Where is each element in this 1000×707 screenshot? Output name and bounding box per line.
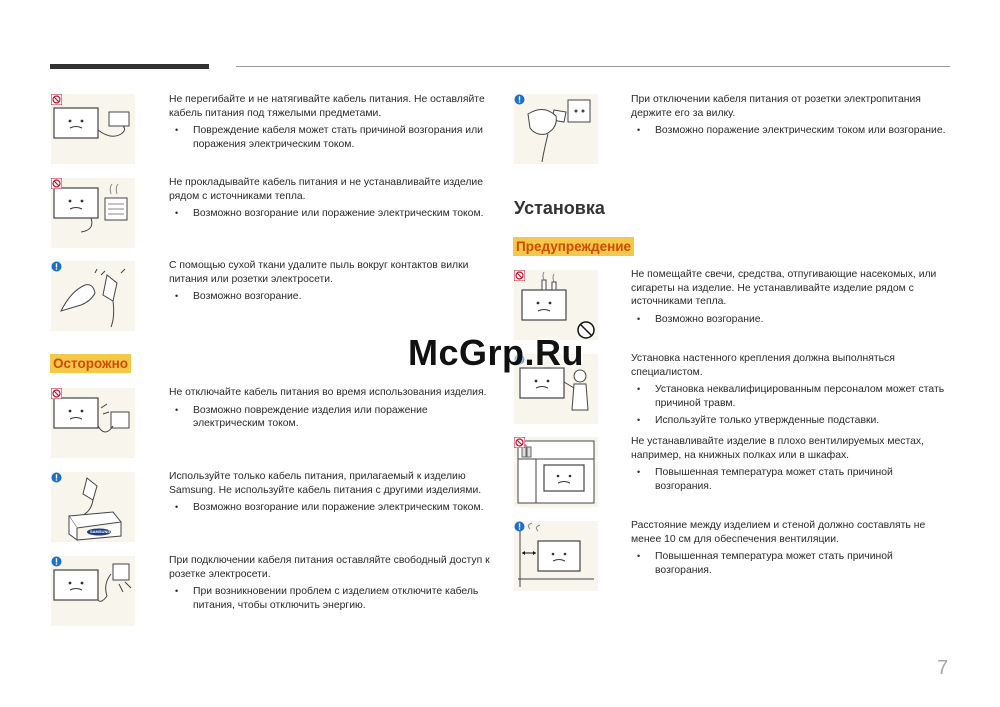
item-candles	[631, 268, 951, 330]
item-dust	[169, 259, 494, 308]
info-icon	[514, 94, 525, 105]
item-text: Установка настенного крепления должна выполняться специалистом.	[631, 353, 895, 378]
item-hold-plug	[631, 93, 951, 142]
section-heading-caution: Осторожно	[50, 354, 131, 373]
page-number: 7	[937, 657, 949, 679]
watermark: McGrp.Ru	[408, 332, 585, 373]
item-text: С помощью сухой ткани удалите пыль вокруг контактов вилки питания или розетки электросети.	[169, 260, 469, 285]
bullet: • Установка неквалифицированным персоналом может стать причиной травм.	[631, 383, 951, 410]
illustration-candles	[514, 270, 598, 340]
prohibited-icon	[514, 437, 525, 448]
illustration-wall-distance	[514, 521, 598, 591]
item-text: Используйте только кабель питания, прилагаемый к изделию Samsung. Не используйте кабель питания с другими изделиями.	[169, 471, 482, 496]
illustration-cable-under-weight	[51, 94, 135, 164]
info-icon	[51, 472, 62, 483]
item-text: При подключении кабеля питания оставляйте свободный доступ к розетке электросети.	[169, 555, 490, 580]
illustration-outlet-access	[51, 556, 135, 626]
bullet: • Повреждение кабеля может стать причиной возгорания или поражения электрическим током.	[169, 124, 494, 151]
item-ventilation	[631, 435, 951, 497]
illustration-hold-plug	[514, 94, 598, 164]
info-icon	[514, 521, 525, 532]
item-wall-mount	[631, 352, 951, 432]
item-text: Не перегибайте и не натягивайте кабель питания. Не оставляйте кабель питания под тяжелыми предметами.	[169, 94, 485, 119]
item-samsung-cable	[169, 470, 494, 519]
bullet: • Возможно возгорание или поражение электрическим током.	[169, 501, 494, 515]
bullet: • Возможно возгорание или поражение электрическим током.	[169, 207, 494, 221]
item-text: Расстояние между изделием и стеной должно составлять не менее 10 см для обеспечения вентиляции.	[631, 520, 926, 545]
bullet: • Возможно возгорание.	[631, 313, 951, 327]
item-text: При отключении кабеля питания от розетки электропитания держите его за вилку.	[631, 94, 921, 119]
header-bar	[50, 64, 209, 69]
prohibited-icon	[51, 388, 62, 399]
box-logo: SAMSUNG	[90, 529, 111, 534]
bullet: • Возможно повреждение изделия или поражение электрическим током.	[169, 404, 494, 431]
bullet: • Повышенная температура может стать причиной возгорания.	[631, 550, 951, 577]
prohibited-icon	[514, 270, 525, 281]
illustration-unplug-in-use	[51, 388, 135, 458]
bullet: • Возможно возгорание.	[169, 290, 494, 304]
illustration-heat-source	[51, 178, 135, 248]
item-text: Не помещайте свечи, средства, отпугивающие насекомых, или сигареты на изделие. Не устанавливайте изделие рядом с источниками тепла.	[631, 269, 937, 308]
info-icon	[51, 556, 62, 567]
info-icon	[51, 261, 62, 272]
prohibited-icon	[51, 178, 62, 189]
bullet: • Используйте только утвержденные подставки.	[631, 414, 951, 428]
prohibited-icon	[51, 94, 62, 105]
item-text: Не прокладывайте кабель питания и не устанавливайте изделие рядом с источниками тепла.	[169, 177, 484, 202]
bullet: • При возникновении проблем с изделием отключите кабель питания, чтобы отключить энергию.	[169, 585, 494, 612]
item-wall-distance	[631, 519, 951, 581]
illustration-samsung-cable	[51, 472, 135, 542]
bullet: • Возможно поражение электрическим током или возгорание.	[631, 124, 951, 138]
header-rule	[236, 66, 950, 67]
section-title-installation: Установка	[514, 198, 605, 218]
item-text: Не отключайте кабель питания во время использования изделия.	[169, 387, 487, 398]
illustration-clean-plug	[51, 261, 135, 331]
item-heat	[169, 176, 494, 225]
item-text: Не устанавливайте изделие в плохо вентилируемых местах, например, на книжных полках или в шкафах.	[631, 436, 924, 461]
bullet: • Повышенная температура может стать причиной возгорания.	[631, 466, 951, 493]
item-outlet-access	[169, 554, 494, 616]
illustration-bookshelf	[514, 437, 598, 507]
item-unplug	[169, 386, 494, 435]
section-heading-warning: Предупреждение	[513, 237, 634, 256]
item-cable-bend	[169, 93, 494, 155]
